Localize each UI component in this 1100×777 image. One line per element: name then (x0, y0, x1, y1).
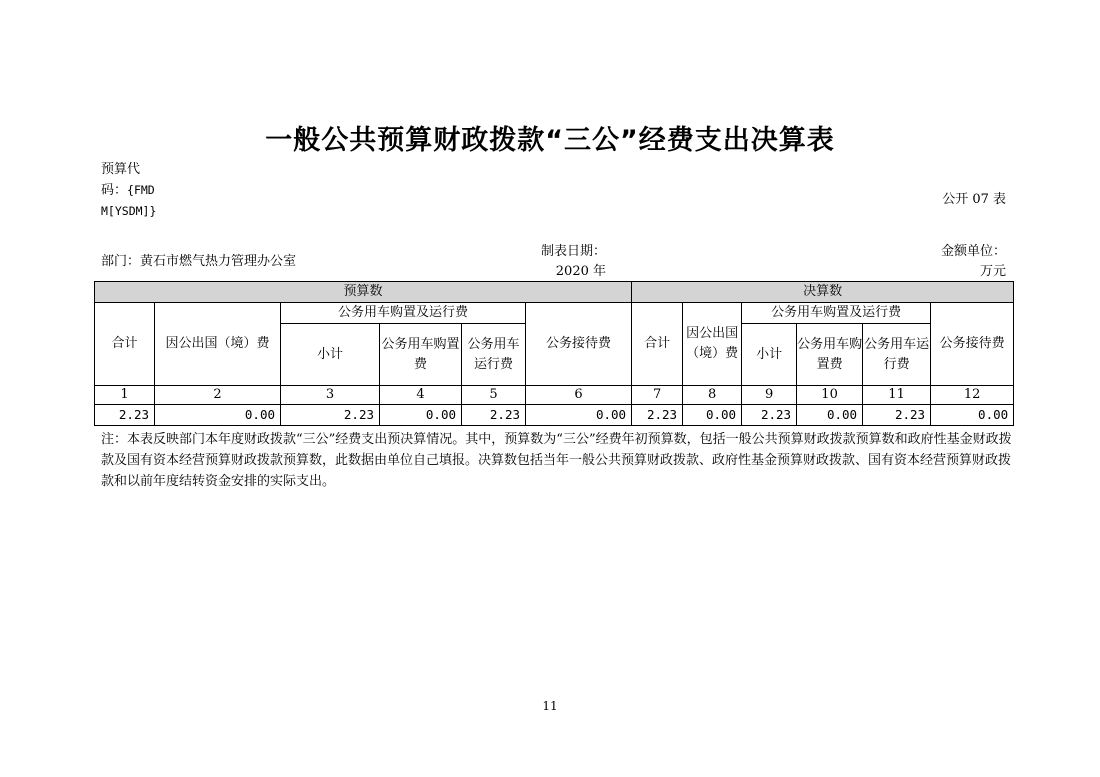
table-cell: 2.23 (863, 405, 931, 426)
final-abroad-header: 因公出国（境）费 (683, 303, 742, 386)
table-cell: 0.00 (526, 405, 632, 426)
col-number: 7 (632, 386, 683, 405)
budget-subtotal-header: 小计 (281, 324, 380, 386)
value-row (95, 405, 1014, 426)
budget-code-label: 预算代码： (101, 162, 141, 198)
footnote: 注：本表反映部门本年度财政拨款“三公”经费支出预决算情况。其中，预算数为“三公”经费年初预算数，包括一般公共预算财政拨款预算数和政府性基金财政拨款及国有资本经营预算财政拨款预算数，此数据由单位自己填报。决算数包括当年一般公共预算财政拨款、政府性基金预算财政拨款、国有资本经营预算财政拨款和以前年度结转资金安排的实际支出。 (101, 432, 1012, 489)
form-number: 公开 07 表 (942, 192, 1006, 207)
table-cell: 0.00 (380, 405, 462, 426)
page-number: 11 (542, 699, 558, 713)
final-subtotal-header: 小计 (742, 324, 797, 386)
table-cell: 0.00 (931, 405, 1014, 426)
col-number: 9 (742, 386, 797, 405)
final-reception-header: 公务接待费 (931, 303, 1014, 386)
group-header-row (95, 282, 1014, 303)
expense-table (94, 281, 1014, 426)
table-cell: 2.23 (742, 405, 797, 426)
final-vehicle-running-header: 公务用车运行费 (863, 324, 931, 386)
header-row (95, 303, 1014, 324)
final-vehicle-group-header: 公务用车购置及运行费 (742, 303, 931, 324)
budget-vehicle-group-header: 公务用车购置及运行费 (281, 303, 526, 324)
table-cell: 0.00 (683, 405, 742, 426)
col-number: 1 (95, 386, 155, 405)
col-number: 5 (462, 386, 526, 405)
table-cell: 0.00 (797, 405, 863, 426)
table-cell: 2.23 (281, 405, 380, 426)
budget-total-header: 合计 (95, 303, 155, 386)
table-cell: 0.00 (155, 405, 281, 426)
budget-vehicle-purchase-header: 公务用车购置费 (380, 324, 462, 386)
col-number: 12 (931, 386, 1014, 405)
final-total-header: 合计 (632, 303, 683, 386)
budget-group-header: 预算数 (95, 282, 632, 303)
budget-abroad-header: 因公出国（境）费 (155, 303, 281, 386)
col-number: 4 (380, 386, 462, 405)
column-number-row (95, 386, 1014, 405)
unit-value: 万元 (979, 264, 1006, 279)
budget-vehicle-running-header: 公务用车运行费 (462, 324, 526, 386)
col-number: 2 (155, 386, 281, 405)
col-number: 6 (526, 386, 632, 405)
department: 部门：黄石市燃气热力管理办公室 (101, 254, 297, 269)
col-number: 8 (683, 386, 742, 405)
page-title: 一般公共预算财政拨款“三公”经费支出决算表 (265, 125, 835, 156)
final-vehicle-purchase-header: 公务用车购置费 (797, 324, 863, 386)
date-value: 2020 年 (555, 264, 606, 279)
final-group-header: 决算数 (632, 282, 1014, 303)
col-number: 10 (797, 386, 863, 405)
col-number: 3 (281, 386, 380, 405)
budget-code-block (101, 160, 161, 222)
table-cell: 2.23 (632, 405, 683, 426)
date-label: 制表日期： (540, 244, 606, 259)
unit-label: 金额单位： (940, 244, 1006, 259)
budget-reception-header: 公务接待费 (526, 303, 632, 386)
col-number: 11 (863, 386, 931, 405)
table-cell: 2.23 (462, 405, 526, 426)
table-cell: 2.23 (95, 405, 155, 426)
budget-code-value: {FMDM[YSDM]} (101, 183, 157, 218)
